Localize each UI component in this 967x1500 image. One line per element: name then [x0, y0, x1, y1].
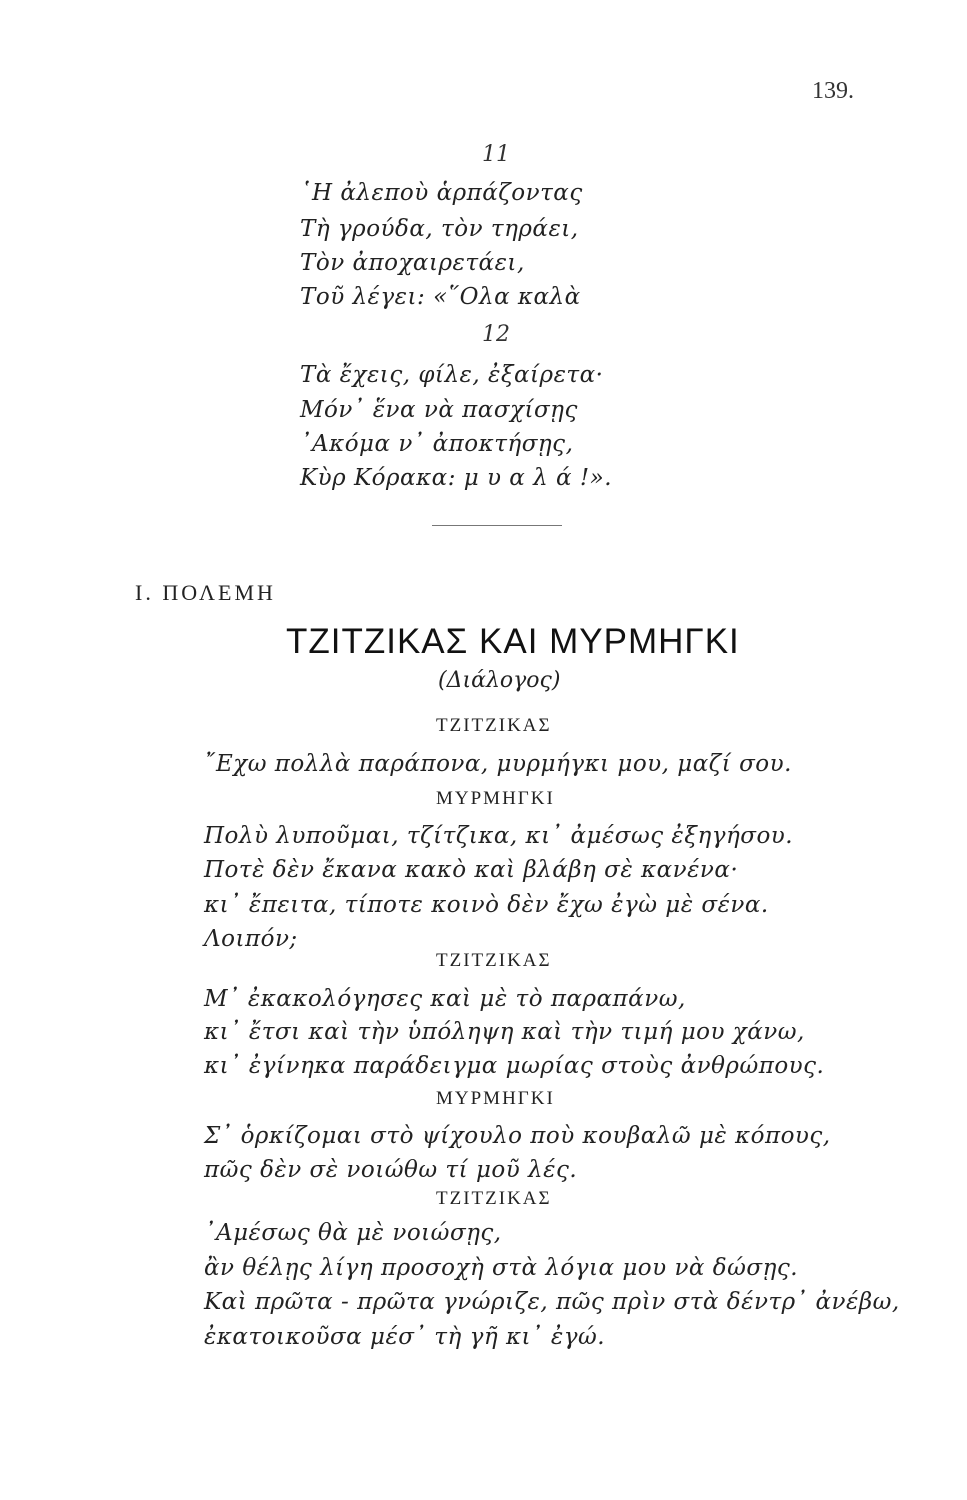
verse-line: ῾Η ἀλεποὺ ἁρπάζοντας: [300, 180, 583, 206]
speaker-label: ΜΥΡΜΗΓΚΙ: [436, 788, 555, 809]
dialogue-line: κι᾽ ἐγίνηκα παράδειγμα μωρίας στοὺς ἀνθρώπους.: [204, 1053, 825, 1079]
speaker-label: ΤΖΙΤΖΙΚΑΣ: [436, 1188, 552, 1209]
dialogue-line: Ποτὲ δὲν ἔκανα κακὸ καὶ βλάβη σὲ κανένα·: [204, 857, 739, 883]
dialogue-line: Πολὺ λυποῦμαι, τζίτζικα, κι᾽ ἀμέσως ἐξηγήσου.: [204, 823, 794, 849]
dialogue-line: ᾽Αμέσως θὰ μὲ νοιώσῃς,: [204, 1220, 502, 1246]
poem-title: ΤΖΙΤΖΙΚΑΣ ΚΑΙ ΜΥΡΜΗΓΚΙ: [286, 622, 740, 661]
dialogue-line: Μ᾽ ἐκακολόγησες καὶ μὲ τὸ παραπάνω,: [204, 986, 686, 1012]
page-number: 139.: [812, 78, 854, 104]
verse-line: Τὴ γρούδα, τὸν τηράει,: [300, 216, 579, 242]
dialogue-line: Σ᾽ ὁρκίζομαι στὸ ψίχουλο ποὺ κουβαλῶ μὲ κόπους,: [204, 1123, 831, 1149]
speaker-label: ΜΥΡΜΗΓΚΙ: [436, 1088, 555, 1109]
speaker-label: ΤΖΙΤΖΙΚΑΣ: [436, 950, 552, 971]
author-name: Ι. ΠΟΛΕΜΗ: [135, 580, 276, 605]
poem-subtitle: (Διάλογος): [438, 668, 561, 693]
dialogue-line: κι᾽ ἔπειτα, τίποτε κοινὸ δὲν ἔχω ἐγὼ μὲ σένα.: [204, 892, 769, 918]
dialogue-line: ἂν θέλῃς λίγη προσοχὴ στὰ λόγια μου νὰ δώσῃς.: [204, 1255, 799, 1281]
dialogue-line: ἐκατοικοῦσα μέσ᾽ τὴ γῆ κι᾽ ἐγώ.: [204, 1324, 606, 1350]
dialogue-line: πῶς δὲν σὲ νοιώθω τί μοῦ λές.: [204, 1157, 578, 1183]
dialogue-line: κι᾽ ἔτσι καὶ τὴν ὑπόληψη καὶ τὴν τιμή μου χάνω,: [204, 1019, 805, 1045]
stanza-number-11: 11: [482, 142, 510, 167]
dialogue-line: Λοιπόν;: [204, 926, 298, 952]
stanza-number-12: 12: [482, 322, 510, 347]
verse-line: ᾽Ακόμα ν᾽ ἀποκτήσῃς,: [300, 431, 574, 457]
verse-line: Κὺρ Κόρακα: μ υ α λ ά !».: [300, 465, 613, 491]
verse-line: Τοῦ λέγει: «῞Ολα καλὰ: [300, 284, 581, 310]
speaker-label: ΤΖΙΤΖΙΚΑΣ: [436, 715, 552, 736]
verse-line: Τὸν ἀποχαιρετάει,: [300, 250, 525, 276]
dialogue-line: Καὶ πρῶτα - πρῶτα γνώριζε, πῶς πρὶν στὰ δέντρ᾽ ἀνέβω,: [204, 1289, 900, 1315]
verse-line: Μόν᾽ ἕνα νὰ πασχίσῃς: [300, 397, 578, 423]
verse-line: Τὰ ἔχεις, φίλε, ἐξαίρετα·: [300, 362, 604, 388]
section-divider: [432, 525, 562, 526]
dialogue-line: ῎Εχω πολλὰ παράπονα, μυρμήγκι μου, μαζί σου.: [204, 751, 792, 777]
